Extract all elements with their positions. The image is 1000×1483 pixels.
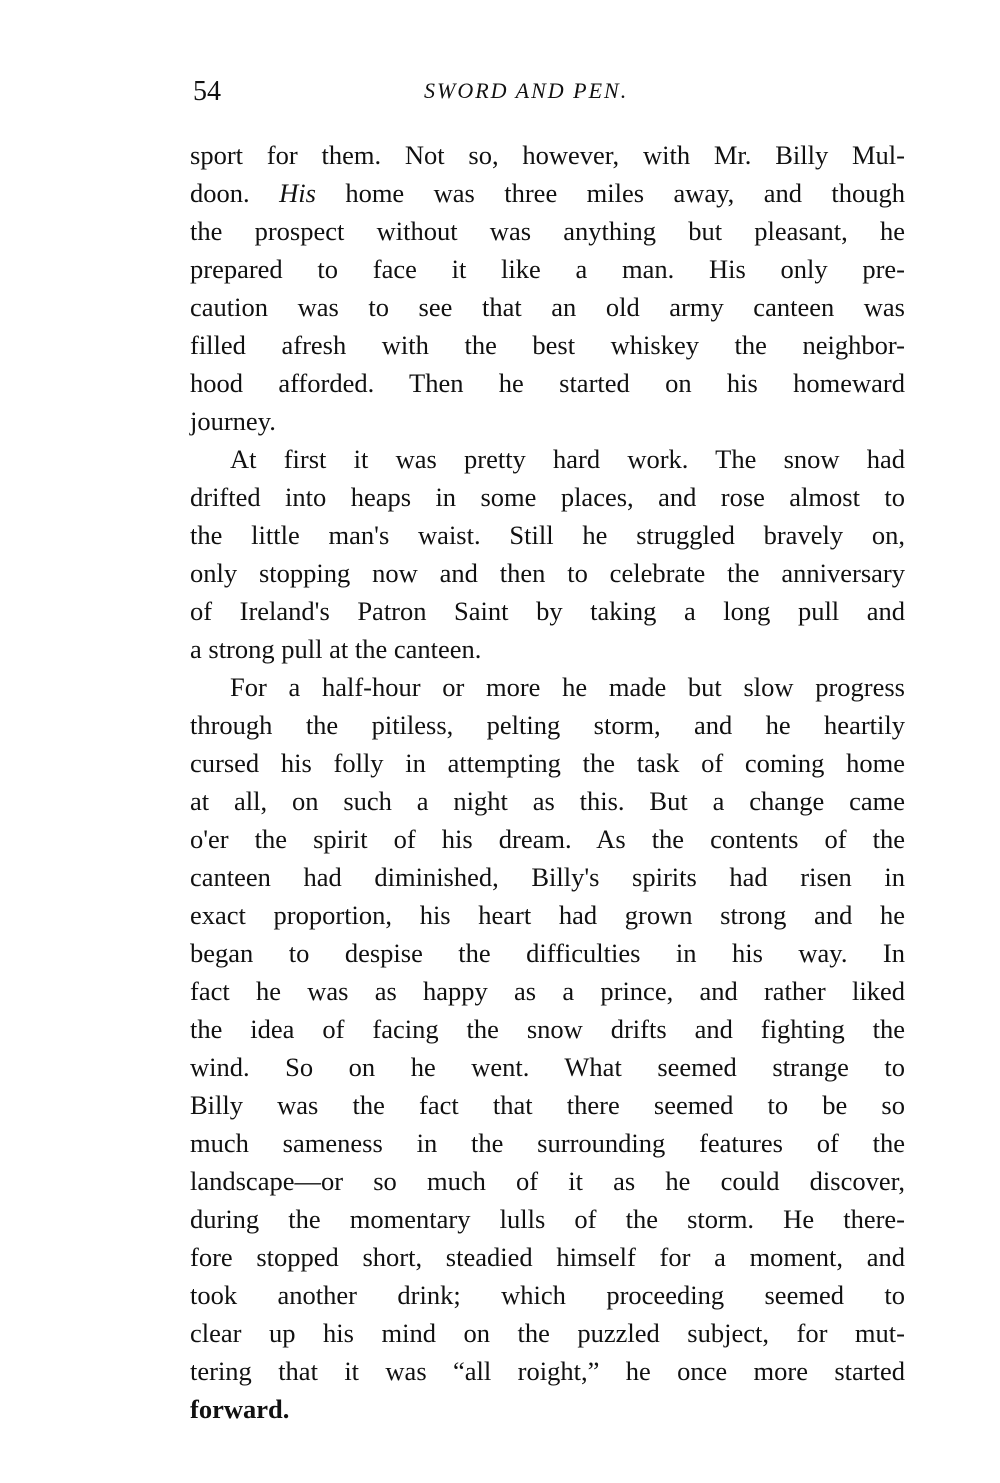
text-segment: o'er the spirit of his dream. As the contents of the <box>190 824 905 854</box>
text-segment: fore stopped short, steadied himself for a moment, and <box>190 1242 905 1272</box>
text-segment: the idea of facing the snow drifts and fighting the <box>190 1014 905 1044</box>
text-line <box>190 1390 905 1428</box>
text-line <box>190 1086 905 1124</box>
text-line <box>190 440 905 478</box>
running-title: SWORD AND PEN. <box>424 78 629 103</box>
text-segment: For a half-hour or more he made but slow progress <box>230 672 905 702</box>
text-line <box>190 478 905 516</box>
text-line <box>190 402 905 440</box>
text-segment: sport for them. Not so, however, with Mr. Billy Mul- <box>190 140 905 170</box>
text-segment: took another drink; which proceeding seemed to <box>190 1280 905 1310</box>
text-line <box>190 592 905 630</box>
text-segment: of Ireland's Patron Saint by taking a long pull and <box>190 596 905 626</box>
text-segment: clear up his mind on the puzzled subject, for mut- <box>190 1318 905 1348</box>
text-segment: canteen had diminished, Billy's spirits had risen in <box>190 862 905 892</box>
text-segment: at all, on such a night as this. But a change came <box>190 786 905 816</box>
text-line <box>190 1200 905 1238</box>
text-line <box>190 668 905 706</box>
text-line <box>190 934 905 972</box>
text-line <box>190 1276 905 1314</box>
text-line <box>190 1048 905 1086</box>
text-segment: only stopping now and then to celebrate the anniversary <box>190 558 905 588</box>
text-segment: At first it was pretty hard work. The snow had <box>230 444 905 474</box>
text-line <box>190 972 905 1010</box>
text-segment: the little man's waist. Still he struggled bravely on, <box>190 520 905 550</box>
text-line <box>190 744 905 782</box>
text-line <box>190 858 905 896</box>
text-line <box>190 516 905 554</box>
text-line <box>190 554 905 592</box>
text-segment: much sameness in the surrounding features of the <box>190 1128 905 1158</box>
text-segment: landscape—or so much of it as he could discover, <box>190 1166 905 1196</box>
text-line <box>190 1124 905 1162</box>
text-segment: prepared to face it like a man. His only pre- <box>190 254 905 284</box>
text-segment: the prospect without was anything but pleasant, he <box>190 216 905 246</box>
text-segment: fact he was as happy as a prince, and rather liked <box>190 976 905 1006</box>
text-segment: wind. So on he went. What seemed strange to <box>190 1052 905 1082</box>
body-text <box>190 136 905 1428</box>
text-line <box>190 364 905 402</box>
text-line <box>190 1162 905 1200</box>
text-line <box>190 212 905 250</box>
text-segment: hood afforded. Then he started on his homeward <box>190 368 905 398</box>
text-line <box>190 896 905 934</box>
text-line <box>190 174 905 212</box>
text-line <box>190 820 905 858</box>
text-line <box>190 706 905 744</box>
text-line <box>190 288 905 326</box>
text-segment: home was three miles away, and though <box>315 178 906 208</box>
italic-text: His <box>279 178 316 208</box>
text-segment: drifted into heaps in some places, and rose almost to <box>190 482 905 512</box>
text-segment: journey. <box>190 406 276 436</box>
text-line <box>190 630 905 668</box>
text-segment: doon. <box>190 178 280 208</box>
text-segment: filled afresh with the best whiskey the neighbor- <box>190 330 905 360</box>
text-segment: Billy was the fact that there seemed to be so <box>190 1090 905 1120</box>
text-line <box>190 1352 905 1390</box>
text-segment: exact proportion, his heart had grown strong and he <box>190 900 905 930</box>
text-segment: through the pitiless, pelting storm, and he heartily <box>190 710 905 740</box>
text-line <box>190 1010 905 1048</box>
text-segment: tering that it was “all roight,” he once more started <box>190 1356 905 1386</box>
text-segment: cursed his folly in attempting the task of coming home <box>190 748 905 778</box>
text-segment: forward. <box>190 1394 290 1424</box>
text-line <box>190 1238 905 1276</box>
page-number: 54 <box>193 76 221 107</box>
text-line <box>190 1314 905 1352</box>
text-line <box>190 326 905 364</box>
text-line <box>190 782 905 820</box>
text-line <box>190 250 905 288</box>
text-segment: during the momentary lulls of the storm. He there- <box>190 1204 905 1234</box>
text-segment: began to despise the difficulties in his way. In <box>190 938 905 968</box>
text-segment: a strong pull at the canteen. <box>190 634 482 664</box>
text-segment: caution was to see that an old army canteen was <box>190 292 905 322</box>
text-line <box>190 136 905 174</box>
